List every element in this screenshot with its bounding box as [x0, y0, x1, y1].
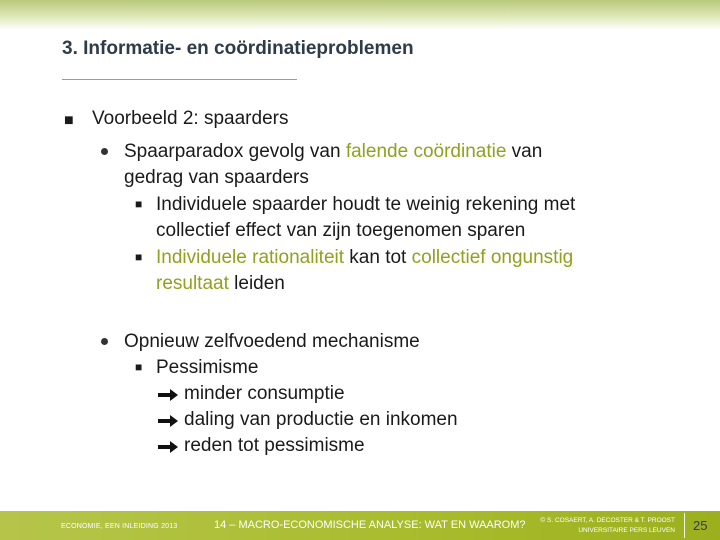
- title-underline: [62, 79, 297, 80]
- sub2-accent-c: collectief ongunstig: [411, 247, 574, 268]
- arrow-item-1: minder consumptie: [184, 383, 345, 404]
- footer-publisher: UNIVERSITAIRE PERS LEUVEN: [578, 527, 675, 534]
- footer-bar: [0, 511, 720, 540]
- footer-authors: © S. COSAERT, A. DECOSTER & T. PROOST: [540, 517, 675, 524]
- arrow-item-2: daling van productie en inkomen: [184, 409, 458, 430]
- round-bullet-icon: [101, 338, 108, 345]
- item1-accent: falende coördinatie: [345, 141, 507, 162]
- top-header-band: [0, 0, 720, 30]
- footer-divider: [684, 513, 685, 538]
- sub1-line1: Individuele spaarder houdt te weinig rekening met: [156, 194, 576, 215]
- arrow-right-icon: [157, 440, 179, 454]
- sub2-line1: [156, 245, 573, 271]
- item1-line2: gedrag van spaarders: [124, 167, 309, 188]
- sub2-line2: [156, 271, 285, 297]
- square-bullet-icon: ■: [135, 360, 143, 374]
- footer-book-title: ECONOMIE, EEN INLEIDING 2013: [61, 523, 178, 530]
- sub2-accent-a: Individuele rationaliteit: [156, 247, 345, 268]
- item2-sub: Pessimisme: [156, 357, 259, 378]
- square-bullet-icon: ■: [64, 112, 74, 129]
- page-number: 25: [693, 518, 708, 533]
- round-bullet-icon: [101, 148, 108, 155]
- square-bullet-icon: ■: [135, 250, 143, 264]
- arrow-item-3: reden tot pessimisme: [184, 435, 365, 456]
- item1-line1: [124, 139, 542, 165]
- sub2-text-b: kan tot: [344, 247, 412, 268]
- sub2-accent-d: resultaat: [156, 273, 229, 294]
- item2-line1: Opnieuw zelfvoedend mechanisme: [124, 331, 420, 352]
- footer-chapter: 14 – MACRO-ECONOMISCHE ANALYSE: WAT EN WAAROM?: [214, 519, 526, 531]
- slide-title: 3. Informatie- en coördinatieproblemen: [62, 38, 414, 59]
- square-bullet-icon: ■: [135, 197, 143, 211]
- sub2-text-e: leiden: [228, 273, 285, 294]
- item1-text-c: van: [506, 141, 543, 162]
- item1-text-a: Spaarparadox gevolg van: [124, 141, 346, 162]
- sub1-line2: collectief effect van zijn toegenomen sparen: [156, 220, 526, 241]
- arrow-right-icon: [157, 388, 179, 402]
- arrow-right-icon: [157, 414, 179, 428]
- footer-copyright: [537, 516, 675, 536]
- heading-voorbeeld: Voorbeeld 2: spaarders: [92, 108, 289, 129]
